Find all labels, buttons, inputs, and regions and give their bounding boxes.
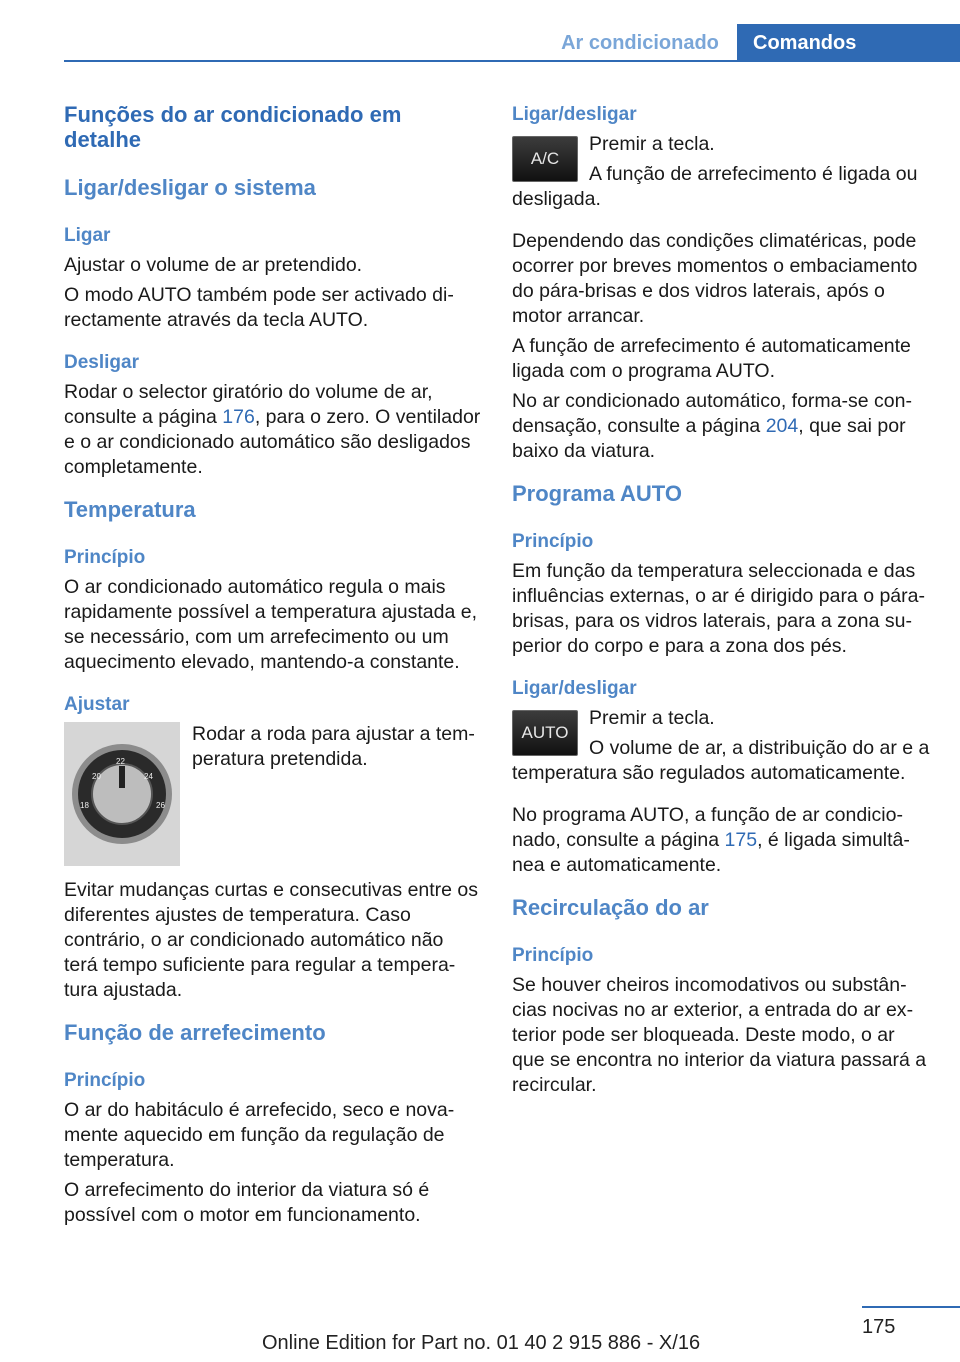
system-heading: Ligar/desligar o sistema bbox=[64, 175, 316, 200]
ligar-auto-text: O modo AUTO também pode ser activado directamente através da tecla AUTO. bbox=[64, 284, 454, 331]
temperature-knob-image bbox=[64, 722, 180, 866]
temperatura-principio: Princípio bbox=[64, 547, 146, 568]
arrefecimento-heading: Função de arrefecimento bbox=[64, 1020, 326, 1045]
auto-heading: Programa AUTO bbox=[512, 481, 682, 506]
recirculacao-text: Se houver cheiros incomodativos ou substâncias nocivas no ar exterior, a entrada do ar exterior pode ser bloqueada. Deste modo, o ar que se encontra no interior da viatura passará a recircular. bbox=[512, 974, 927, 1096]
auto-ac-text: No programa AUTO, a função de ar condicionado, consulte a página 175, é ligada simultânea e automaticamente. bbox=[512, 804, 910, 876]
auto-text: Em função da temperatura seleccionada e das influências externas, o ar é dirigido para o pára-brisas, para os vidros laterais, para a zona superior do corpo e para a zona dos pés. bbox=[512, 560, 925, 657]
temperatura-text: O ar condicionado automático regula o mais rapidamente possível a temperatura ajustada e, se necessário, com um arrefecimento ou um aquecimento elevado, mantendo-a constante. bbox=[64, 576, 477, 673]
left-column bbox=[64, 102, 482, 1233]
knob-label-20: 20 bbox=[92, 772, 101, 781]
knob-label-18: 18 bbox=[80, 801, 89, 810]
page-link-176[interactable]: 176 bbox=[222, 406, 255, 428]
knob-label-22: 22 bbox=[116, 757, 125, 766]
page-link-175[interactable]: 175 bbox=[724, 829, 758, 851]
ligar-text: Ajustar o volume de ar pretendido. bbox=[64, 254, 363, 276]
right-column bbox=[512, 102, 932, 1103]
knob-label-24: 24 bbox=[144, 772, 153, 781]
footer-rule bbox=[862, 1306, 960, 1308]
temperatura-heading: Temperatura bbox=[64, 497, 196, 522]
recirculacao-principio: Princípio bbox=[512, 945, 594, 966]
chapter-tab[interactable]: Comandos bbox=[737, 24, 960, 62]
ac-water-text: No ar condicionado automático, forma-se condensação, consulte a página 204, que sai por baixo da viatura. bbox=[512, 390, 912, 462]
auto-key-icon: AUTO bbox=[512, 710, 578, 756]
desligar-text: Rodar o selector giratório do volume de ar, consulte a página 176, para o zero. O ventilador e o ar condicionado automático são desligados completamente. bbox=[64, 381, 481, 478]
auto-regulation-text: O volume de ar, a distribuição do ar e a temperatura são regulados automaticamente. bbox=[512, 737, 930, 784]
ac-auto-text: A função de arrefecimento é automaticamente ligada com o programa AUTO. bbox=[512, 335, 911, 382]
ajustar-heading: Ajustar bbox=[64, 694, 130, 715]
desligar-heading: Desligar bbox=[64, 352, 139, 373]
auto-onoff-heading: Ligar/desligar bbox=[512, 678, 637, 699]
ac-function-text: A função de arrefecimento é ligada ou desligada. bbox=[512, 163, 918, 210]
page-number: 175 bbox=[862, 1316, 896, 1338]
ajustar-text: Rodar a roda para ajustar a temperatura pretendida. bbox=[192, 723, 475, 770]
arrefecimento-motor-text: O arrefecimento do interior da viatura só é possível com o motor em funcionamento. bbox=[64, 1179, 430, 1226]
ac-press-text: Premir a tecla. bbox=[589, 133, 715, 155]
auto-principio: Princípio bbox=[512, 531, 594, 552]
ac-key-icon: A/C bbox=[512, 136, 578, 182]
arrefecimento-text: O ar do habitáculo é arrefecido, seco e novamente aquecido em função da regulação de temperatura. bbox=[64, 1099, 455, 1171]
knob-label-26: 26 bbox=[156, 801, 165, 810]
auto-press-text: Premir a tecla. bbox=[589, 707, 715, 729]
section-tab[interactable]: Ar condicionado bbox=[561, 32, 719, 54]
page-title: Funções do ar condicionado em detalhe bbox=[64, 102, 402, 152]
edition-footer: Online Edition for Part no. 01 40 2 915 886 - X/16 bbox=[262, 1332, 701, 1354]
ajustar-warning: Evitar mudanças curtas e consecutivas entre os diferentes ajustes de temperatura. Caso contrário, o ar condicionado automático não terá tempo suficiente para regular a temperatura ajustada. bbox=[64, 879, 479, 1001]
ligar-heading: Ligar bbox=[64, 225, 111, 246]
arrefecimento-principio: Princípio bbox=[64, 1070, 146, 1091]
recirculacao-heading: Recirculação do ar bbox=[512, 895, 709, 920]
ac-condensation-text: Dependendo das condições climatéricas, pode ocorrer por breves momentos o embaciamento do pára-brisas e dos vidros laterais, após o motor arrancar. bbox=[512, 230, 918, 327]
ac-onoff-heading: Ligar/desligar bbox=[512, 104, 637, 125]
page-link-204[interactable]: 204 bbox=[765, 415, 799, 437]
